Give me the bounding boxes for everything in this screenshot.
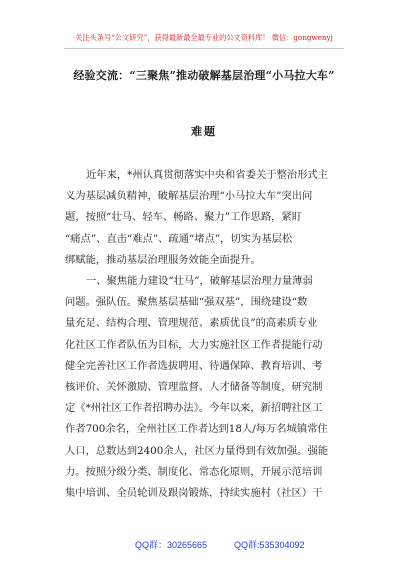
body-line: 绑赋能，推动基层治理服务效能全面提升。	[65, 253, 261, 266]
body-line: “痛点”、直击“难点”、疏通“堵点”，切实为基层松	[65, 232, 293, 245]
qq-group-right-link[interactable]: QQ群:535304092	[234, 540, 305, 550]
body-line: 核评价、关怀激励、管理监督、人才储备等制度，研究制	[65, 381, 323, 393]
body-line: 集中培训、全员轮训及跟岗锻炼，持续实施村（社区）干	[65, 487, 323, 499]
body-line: 人口，总数达到2400余人，社区力量得到有效加强。强能	[65, 444, 329, 457]
body-line: 题，按照“壮马、轻车、畅路、聚力”工作思路，紧盯	[65, 211, 303, 224]
qq-group-left-link[interactable]: QQ群：30265665	[135, 540, 208, 550]
body-line: 化社区工作者队伍为目标，大力实施社区工作者提能行动	[65, 338, 323, 351]
header-banner: 关注头条号“公文研究”，获得最新最全最专业的公文资料库！ 微信：gongwenyj	[75, 33, 333, 42]
body-line: 作者700余名，全州社区工作者达到18人/每万名城镇常住	[65, 423, 328, 436]
body-line: 定《*州社区工作者招聘办法》。今年以来，新招聘社区工	[65, 402, 323, 415]
body-line: 一、聚焦能力建设“壮马”，破解基层治理力量薄弱	[86, 275, 313, 287]
header-divider	[64, 48, 344, 49]
body-line: 健全完善社区工作者选拔聘用、待遇保障、教育培训、考	[65, 359, 323, 372]
body-line: 义为基层减负精神，破解基层治理“小马拉大车”突出问	[65, 190, 313, 203]
footer	[0, 536, 408, 554]
body-line: 近年来，*州认真贯彻落实中央和省委关于整治形式主	[86, 169, 328, 181]
document-title: 经验交流：“三聚焦”推动破解基层治理“小马拉大车”	[73, 69, 335, 82]
body-line: 力。按照分级分类、制度化、常态化原则，开展示范培训	[65, 465, 323, 478]
body-line: 问题。强队伍。聚焦基层基础“强双基”，围绕建设“数	[65, 296, 308, 309]
body-line: 量充足、结构合理、管理规范、素质优良”的高素质专业	[65, 317, 318, 330]
document-subtitle: 难题	[191, 125, 217, 138]
